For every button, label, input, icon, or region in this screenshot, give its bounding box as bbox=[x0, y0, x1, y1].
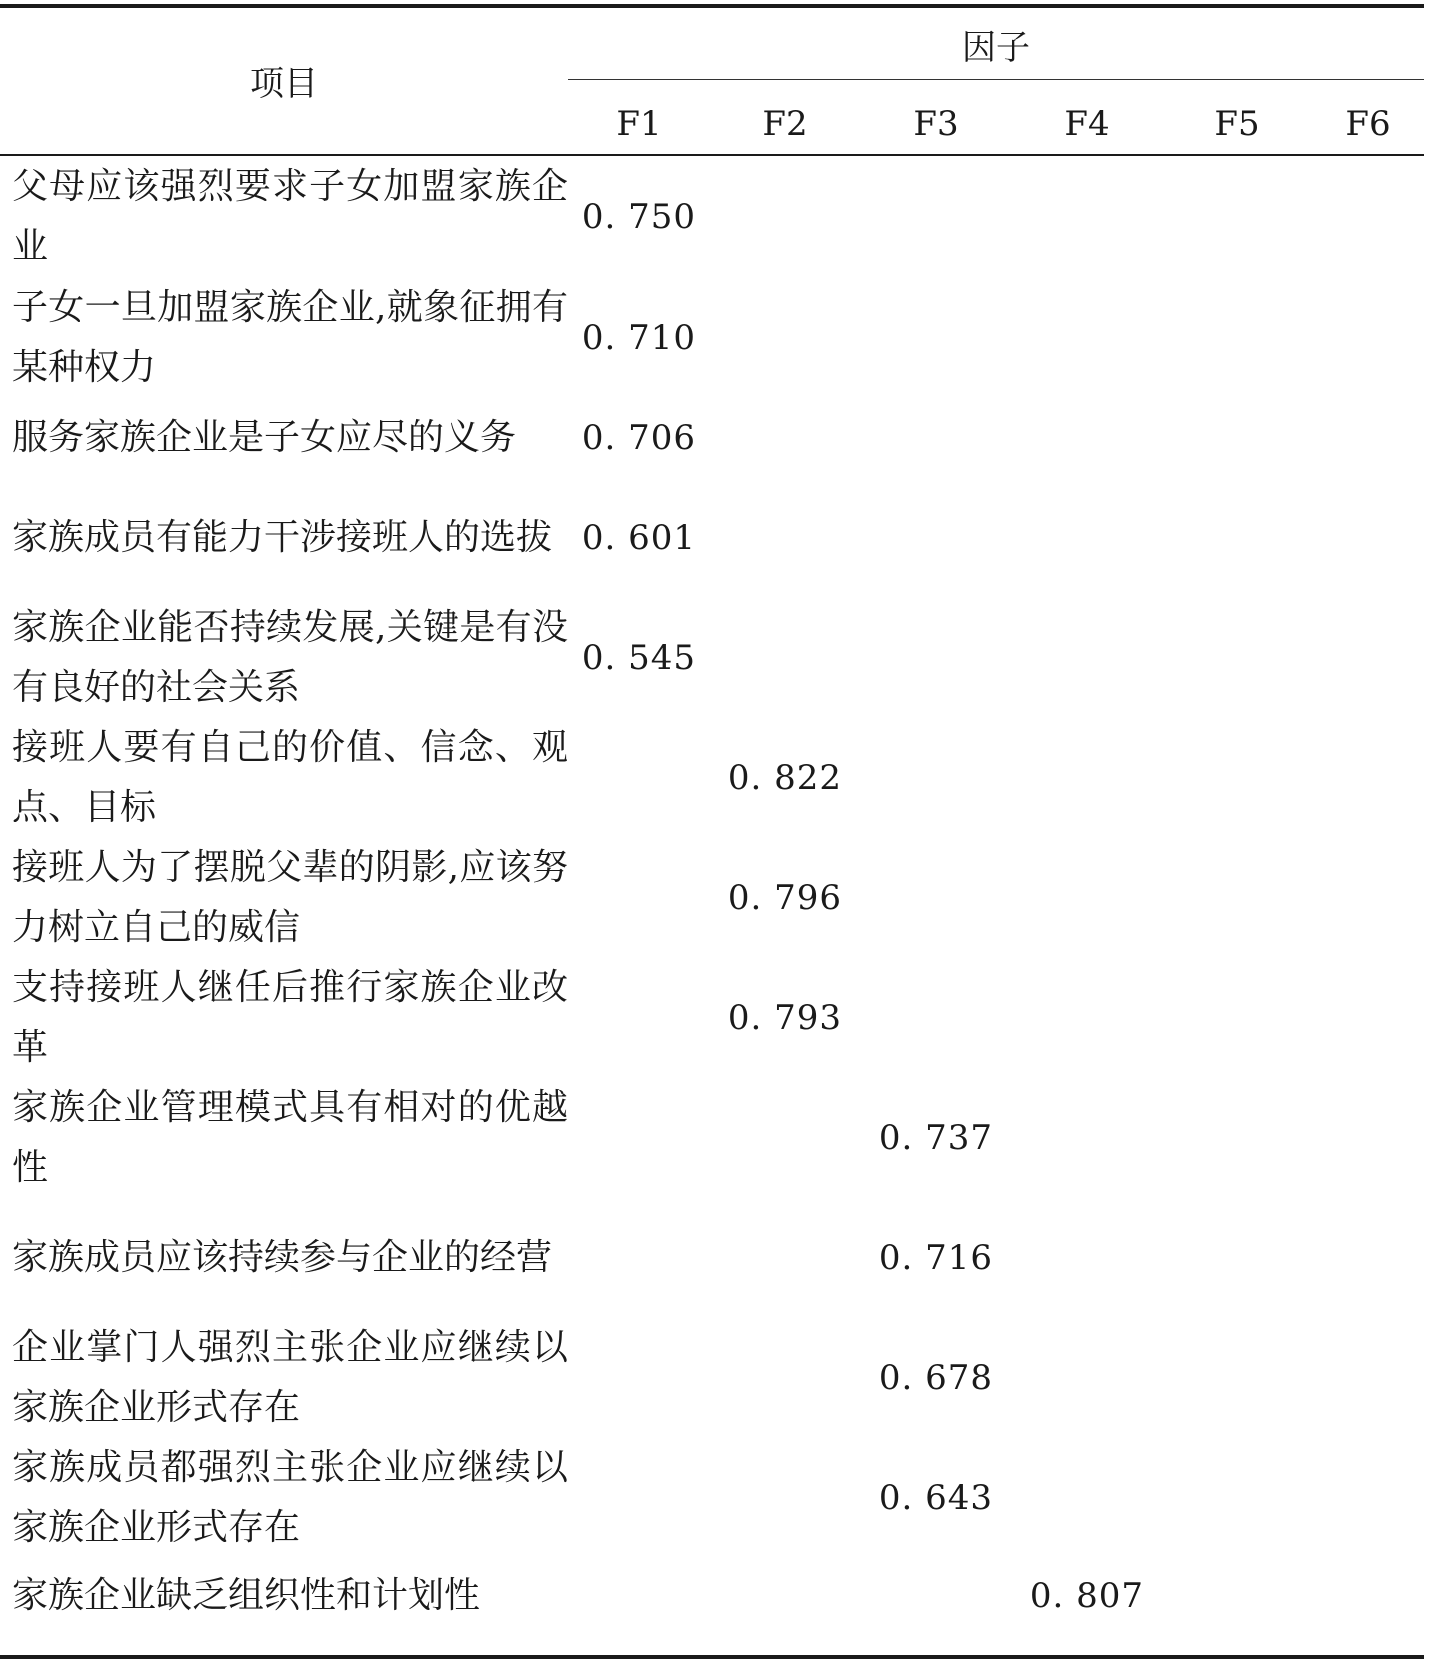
loading-cell-f4 bbox=[1012, 156, 1162, 278]
table-row bbox=[0, 156, 1424, 278]
loading-cell-f3 bbox=[860, 1558, 1012, 1634]
loading-cell-f5 bbox=[1162, 718, 1312, 838]
row-label: 支持接班人继任后推行家族企业改革 bbox=[12, 967, 568, 1068]
loading-cell-f1: 0. 706 bbox=[581, 418, 697, 458]
loading-cell-f4 bbox=[1012, 958, 1162, 1078]
loading-cell-f2 bbox=[710, 1198, 860, 1318]
loading-cell-f3 bbox=[860, 478, 1012, 598]
loading-cell-f4: 0. 807 bbox=[1029, 1576, 1145, 1616]
loading-cell-f3 bbox=[860, 156, 1012, 278]
loading-cell-f6 bbox=[1312, 1438, 1424, 1558]
loading-cell-f1 bbox=[568, 1078, 710, 1198]
loading-cell-f6 bbox=[1312, 958, 1424, 1078]
table-body bbox=[0, 156, 1424, 1634]
loading-cell-f3 bbox=[860, 398, 1012, 478]
loading-cell-f6 bbox=[1312, 1558, 1424, 1634]
loading-cell-f5 bbox=[1162, 278, 1312, 398]
loading-cell-f4 bbox=[1012, 1078, 1162, 1198]
loading-cell-f1 bbox=[568, 1318, 710, 1438]
item-column-header: 项目 bbox=[250, 64, 318, 104]
loading-cell-f4 bbox=[1012, 838, 1162, 958]
loading-cell-f1: 0. 601 bbox=[581, 518, 697, 558]
loading-cell-f3 bbox=[860, 838, 1012, 958]
loading-cell-f2 bbox=[710, 478, 860, 598]
factor-header-f4: F4 bbox=[1064, 104, 1110, 144]
loading-cell-f4 bbox=[1012, 398, 1162, 478]
factor-group-header: 因子 bbox=[962, 28, 1030, 68]
table-row bbox=[0, 398, 1424, 478]
loading-cell-f2 bbox=[710, 398, 860, 478]
loading-cell-f6 bbox=[1312, 1198, 1424, 1318]
loading-cell-f1: 0. 710 bbox=[581, 318, 697, 358]
loading-cell-f3 bbox=[860, 278, 1012, 398]
loading-cell-f2 bbox=[710, 278, 860, 398]
factor-header-f6: F6 bbox=[1345, 104, 1391, 144]
loading-cell-f1 bbox=[568, 1558, 710, 1634]
loading-cell-f2 bbox=[710, 598, 860, 718]
loading-cell-f3: 0. 643 bbox=[878, 1478, 994, 1518]
loading-cell-f2 bbox=[710, 1558, 860, 1634]
loading-cell-f4 bbox=[1012, 1198, 1162, 1318]
loading-cell-f1 bbox=[568, 1438, 710, 1558]
row-label: 家族成员应该持续参与企业的经营 bbox=[12, 1237, 553, 1278]
loading-cell-f5 bbox=[1162, 398, 1312, 478]
loading-cell-f6 bbox=[1312, 1318, 1424, 1438]
loading-cell-f5 bbox=[1162, 598, 1312, 718]
loading-cell-f1 bbox=[568, 958, 710, 1078]
loading-cell-f3 bbox=[860, 598, 1012, 718]
loading-cell-f3 bbox=[860, 718, 1012, 838]
loading-cell-f2 bbox=[710, 1078, 860, 1198]
loading-cell-f6 bbox=[1312, 478, 1424, 598]
row-label: 家族企业管理模式具有相对的优越性 bbox=[12, 1087, 568, 1188]
loading-cell-f2: 0. 796 bbox=[727, 878, 843, 918]
loading-cell-f3: 0. 716 bbox=[878, 1238, 994, 1278]
loading-cell-f4 bbox=[1012, 598, 1162, 718]
table-row bbox=[0, 838, 1424, 958]
loading-cell-f4 bbox=[1012, 1438, 1162, 1558]
loading-cell-f5 bbox=[1162, 478, 1312, 598]
row-label: 家族成员有能力干涉接班人的选拔 bbox=[12, 517, 553, 558]
loading-cell-f2: 0. 822 bbox=[727, 758, 843, 798]
row-label: 子女一旦加盟家族企业,就象征拥有某种权力 bbox=[12, 287, 568, 388]
row-label: 家族企业缺乏组织性和计划性 bbox=[12, 1575, 481, 1616]
row-label: 家族成员都强烈主张企业应继续以家族企业形式存在 bbox=[12, 1447, 568, 1548]
loading-cell-f5 bbox=[1162, 1438, 1312, 1558]
loading-cell-f2 bbox=[710, 156, 860, 278]
group-underline bbox=[568, 79, 1424, 80]
table-row bbox=[0, 718, 1424, 838]
table-row bbox=[0, 958, 1424, 1078]
loading-cell-f3: 0. 737 bbox=[878, 1118, 994, 1158]
table-row bbox=[0, 1078, 1424, 1198]
loading-cell-f6 bbox=[1312, 838, 1424, 958]
loading-cell-f3: 0. 678 bbox=[878, 1358, 994, 1398]
loading-cell-f3 bbox=[860, 958, 1012, 1078]
loading-cell-f5 bbox=[1162, 1318, 1312, 1438]
table-row bbox=[0, 1198, 1424, 1318]
row-label: 接班人要有自己的价值、信念、观点、目标 bbox=[12, 727, 568, 828]
loading-cell-f5 bbox=[1162, 838, 1312, 958]
factor-header-f1: F1 bbox=[616, 104, 662, 144]
loading-cell-f6 bbox=[1312, 598, 1424, 718]
loading-cell-f4 bbox=[1012, 718, 1162, 838]
row-label: 父母应该强烈要求子女加盟家族企业 bbox=[12, 166, 568, 267]
loading-cell-f1: 0. 545 bbox=[581, 638, 697, 678]
factor-header-f5: F5 bbox=[1214, 104, 1260, 144]
loading-cell-f2 bbox=[710, 1318, 860, 1438]
loading-cell-f5 bbox=[1162, 1558, 1312, 1634]
loading-cell-f1 bbox=[568, 718, 710, 838]
table-row bbox=[0, 598, 1424, 718]
loading-cell-f6 bbox=[1312, 1078, 1424, 1198]
loading-cell-f6 bbox=[1312, 398, 1424, 478]
table-row bbox=[0, 1438, 1424, 1558]
loading-cell-f6 bbox=[1312, 278, 1424, 398]
row-label: 企业掌门人强烈主张企业应继续以家族企业形式存在 bbox=[12, 1327, 568, 1428]
table-row bbox=[0, 278, 1424, 398]
table-row bbox=[0, 478, 1424, 598]
table-row bbox=[0, 1318, 1424, 1438]
row-label: 接班人为了摆脱父辈的阴影,应该努力树立自己的威信 bbox=[12, 847, 568, 948]
loading-cell-f5 bbox=[1162, 958, 1312, 1078]
factor-header-f2: F2 bbox=[762, 104, 808, 144]
row-label: 服务家族企业是子女应尽的义务 bbox=[12, 417, 517, 458]
loading-cell-f1 bbox=[568, 1198, 710, 1318]
table-row bbox=[0, 1558, 1424, 1634]
loading-cell-f6 bbox=[1312, 156, 1424, 278]
top-rule bbox=[0, 4, 1424, 8]
bottom-rule bbox=[0, 1655, 1424, 1659]
loading-cell-f2: 0. 793 bbox=[727, 998, 843, 1038]
row-label: 家族企业能否持续发展,关键是有没有良好的社会关系 bbox=[12, 607, 568, 708]
factor-header-f3: F3 bbox=[913, 104, 959, 144]
loading-cell-f1 bbox=[568, 838, 710, 958]
loading-cell-f5 bbox=[1162, 156, 1312, 278]
loading-cell-f5 bbox=[1162, 1078, 1312, 1198]
loading-cell-f1: 0. 750 bbox=[581, 197, 697, 237]
loading-cell-f5 bbox=[1162, 1198, 1312, 1318]
loading-cell-f4 bbox=[1012, 478, 1162, 598]
loading-cell-f2 bbox=[710, 1438, 860, 1558]
loading-cell-f4 bbox=[1012, 278, 1162, 398]
loading-cell-f6 bbox=[1312, 718, 1424, 838]
loading-cell-f4 bbox=[1012, 1318, 1162, 1438]
